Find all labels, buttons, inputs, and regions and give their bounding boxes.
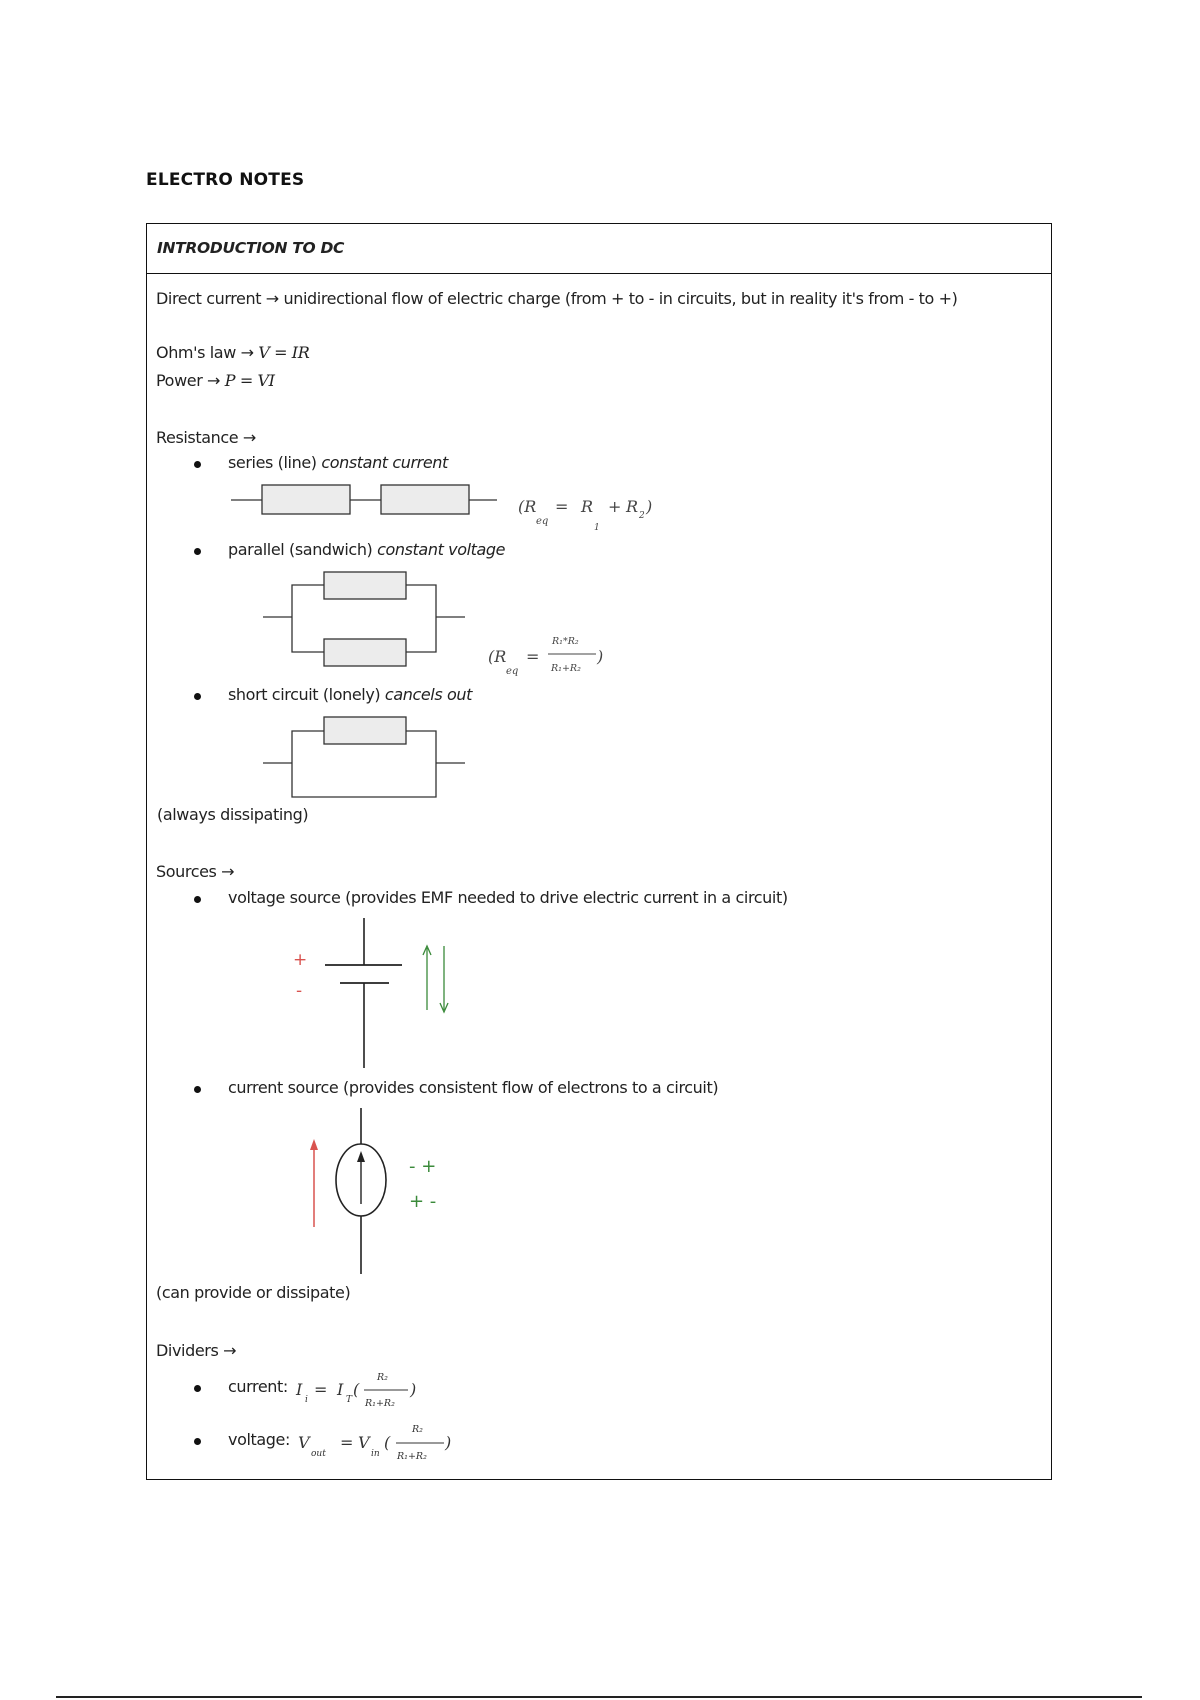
series-resistors-diagram [231, 485, 497, 514]
svg-text:(R: (R [488, 647, 507, 666]
svg-text:+: + [608, 497, 622, 516]
svg-text:eq: eq [506, 666, 519, 677]
svg-text:R: R [626, 497, 639, 516]
voltage-divider-label: voltage: [228, 1430, 290, 1449]
svg-text:R: R [581, 497, 594, 516]
direct-current-text: Direct current → unidirectional flow of electric charge (from + to - in circuits, but in reality it's from - to +) [156, 289, 958, 308]
series-emphasis: constant current [321, 453, 448, 472]
svg-text:i: i [305, 1395, 308, 1405]
svg-text:R₂: R₂ [377, 1372, 388, 1383]
short-emphasis: cancels out [384, 685, 472, 704]
minus-sign: - [296, 981, 303, 1001]
svg-text:=: = [555, 497, 569, 516]
plus-sign: + [293, 950, 308, 970]
footer-rule [56, 1696, 1142, 1698]
current-divider-formula [295, 1372, 416, 1409]
svg-text:(R: (R [518, 497, 537, 516]
parallel-label: parallel (sandwich) [228, 540, 378, 559]
svg-text:T: T [346, 1395, 353, 1405]
current-source-item: current source (provides consistent flow of electrons to a circuit) [228, 1078, 719, 1097]
short-label: short circuit (lonely) [228, 685, 385, 704]
svg-text:R₁*R₂: R₁*R₂ [552, 636, 579, 647]
svg-text:V: V [358, 1433, 370, 1452]
current-divider-label: current: [228, 1377, 288, 1396]
svg-text:R₁+R₂: R₁+R₂ [551, 663, 581, 674]
svg-text:(: ( [353, 1380, 360, 1399]
power-label: Power → [156, 371, 225, 390]
resistance-heading: Resistance → [156, 428, 256, 447]
parallel-emphasis: constant voltage [377, 540, 506, 559]
power-formula: P = VI [224, 371, 275, 390]
current-source-diagram [310, 1108, 386, 1274]
svg-text:=: = [314, 1380, 328, 1399]
provide-dissipate-note: (can provide or dissipate) [156, 1283, 351, 1302]
svg-text:in: in [371, 1449, 380, 1459]
svg-text:R₁+R₂: R₁+R₂ [397, 1451, 427, 1462]
svg-text:V: V [298, 1433, 310, 1452]
voltage-divider-formula [298, 1424, 451, 1462]
svg-text:(: ( [384, 1433, 391, 1452]
svg-text:): ) [445, 1433, 452, 1452]
ohms-law-label: Ohm's law → [156, 343, 259, 362]
dividers-heading: Dividers → [156, 1341, 237, 1360]
document-title: ELECTRO NOTES [146, 170, 305, 190]
svg-text:R₁+R₂: R₁+R₂ [365, 1398, 395, 1409]
current-source-polarity-bottom: + - [409, 1191, 437, 1212]
svg-text:=: = [526, 647, 540, 666]
parallel-formula [488, 636, 603, 677]
voltage-source-diagram [325, 918, 448, 1068]
series-formula [518, 497, 652, 533]
svg-text:): ) [410, 1380, 417, 1399]
sources-heading: Sources → [156, 862, 235, 881]
svg-text:): ) [597, 647, 604, 666]
svg-text:out: out [311, 1449, 326, 1459]
svg-text:I: I [296, 1380, 303, 1399]
svg-text:2: 2 [639, 511, 645, 521]
ohms-law-formula: V = IR [258, 343, 310, 362]
dissipating-note: (always dissipating) [157, 805, 309, 824]
svg-text:1: 1 [594, 523, 600, 533]
section-heading: INTRODUCTION TO DC [157, 239, 345, 257]
short-circuit-diagram [263, 717, 465, 797]
svg-text:=: = [340, 1433, 354, 1452]
parallel-resistors-diagram [263, 572, 465, 666]
series-label: series (line) [228, 453, 322, 472]
svg-text:I: I [337, 1380, 344, 1399]
current-source-polarity-top: - + [409, 1156, 437, 1177]
svg-text:): ) [646, 497, 653, 516]
voltage-source-item: voltage source (provides EMF needed to drive electric current in a circuit) [228, 888, 788, 907]
svg-text:eq: eq [536, 516, 549, 527]
svg-text:R₂: R₂ [412, 1424, 423, 1435]
